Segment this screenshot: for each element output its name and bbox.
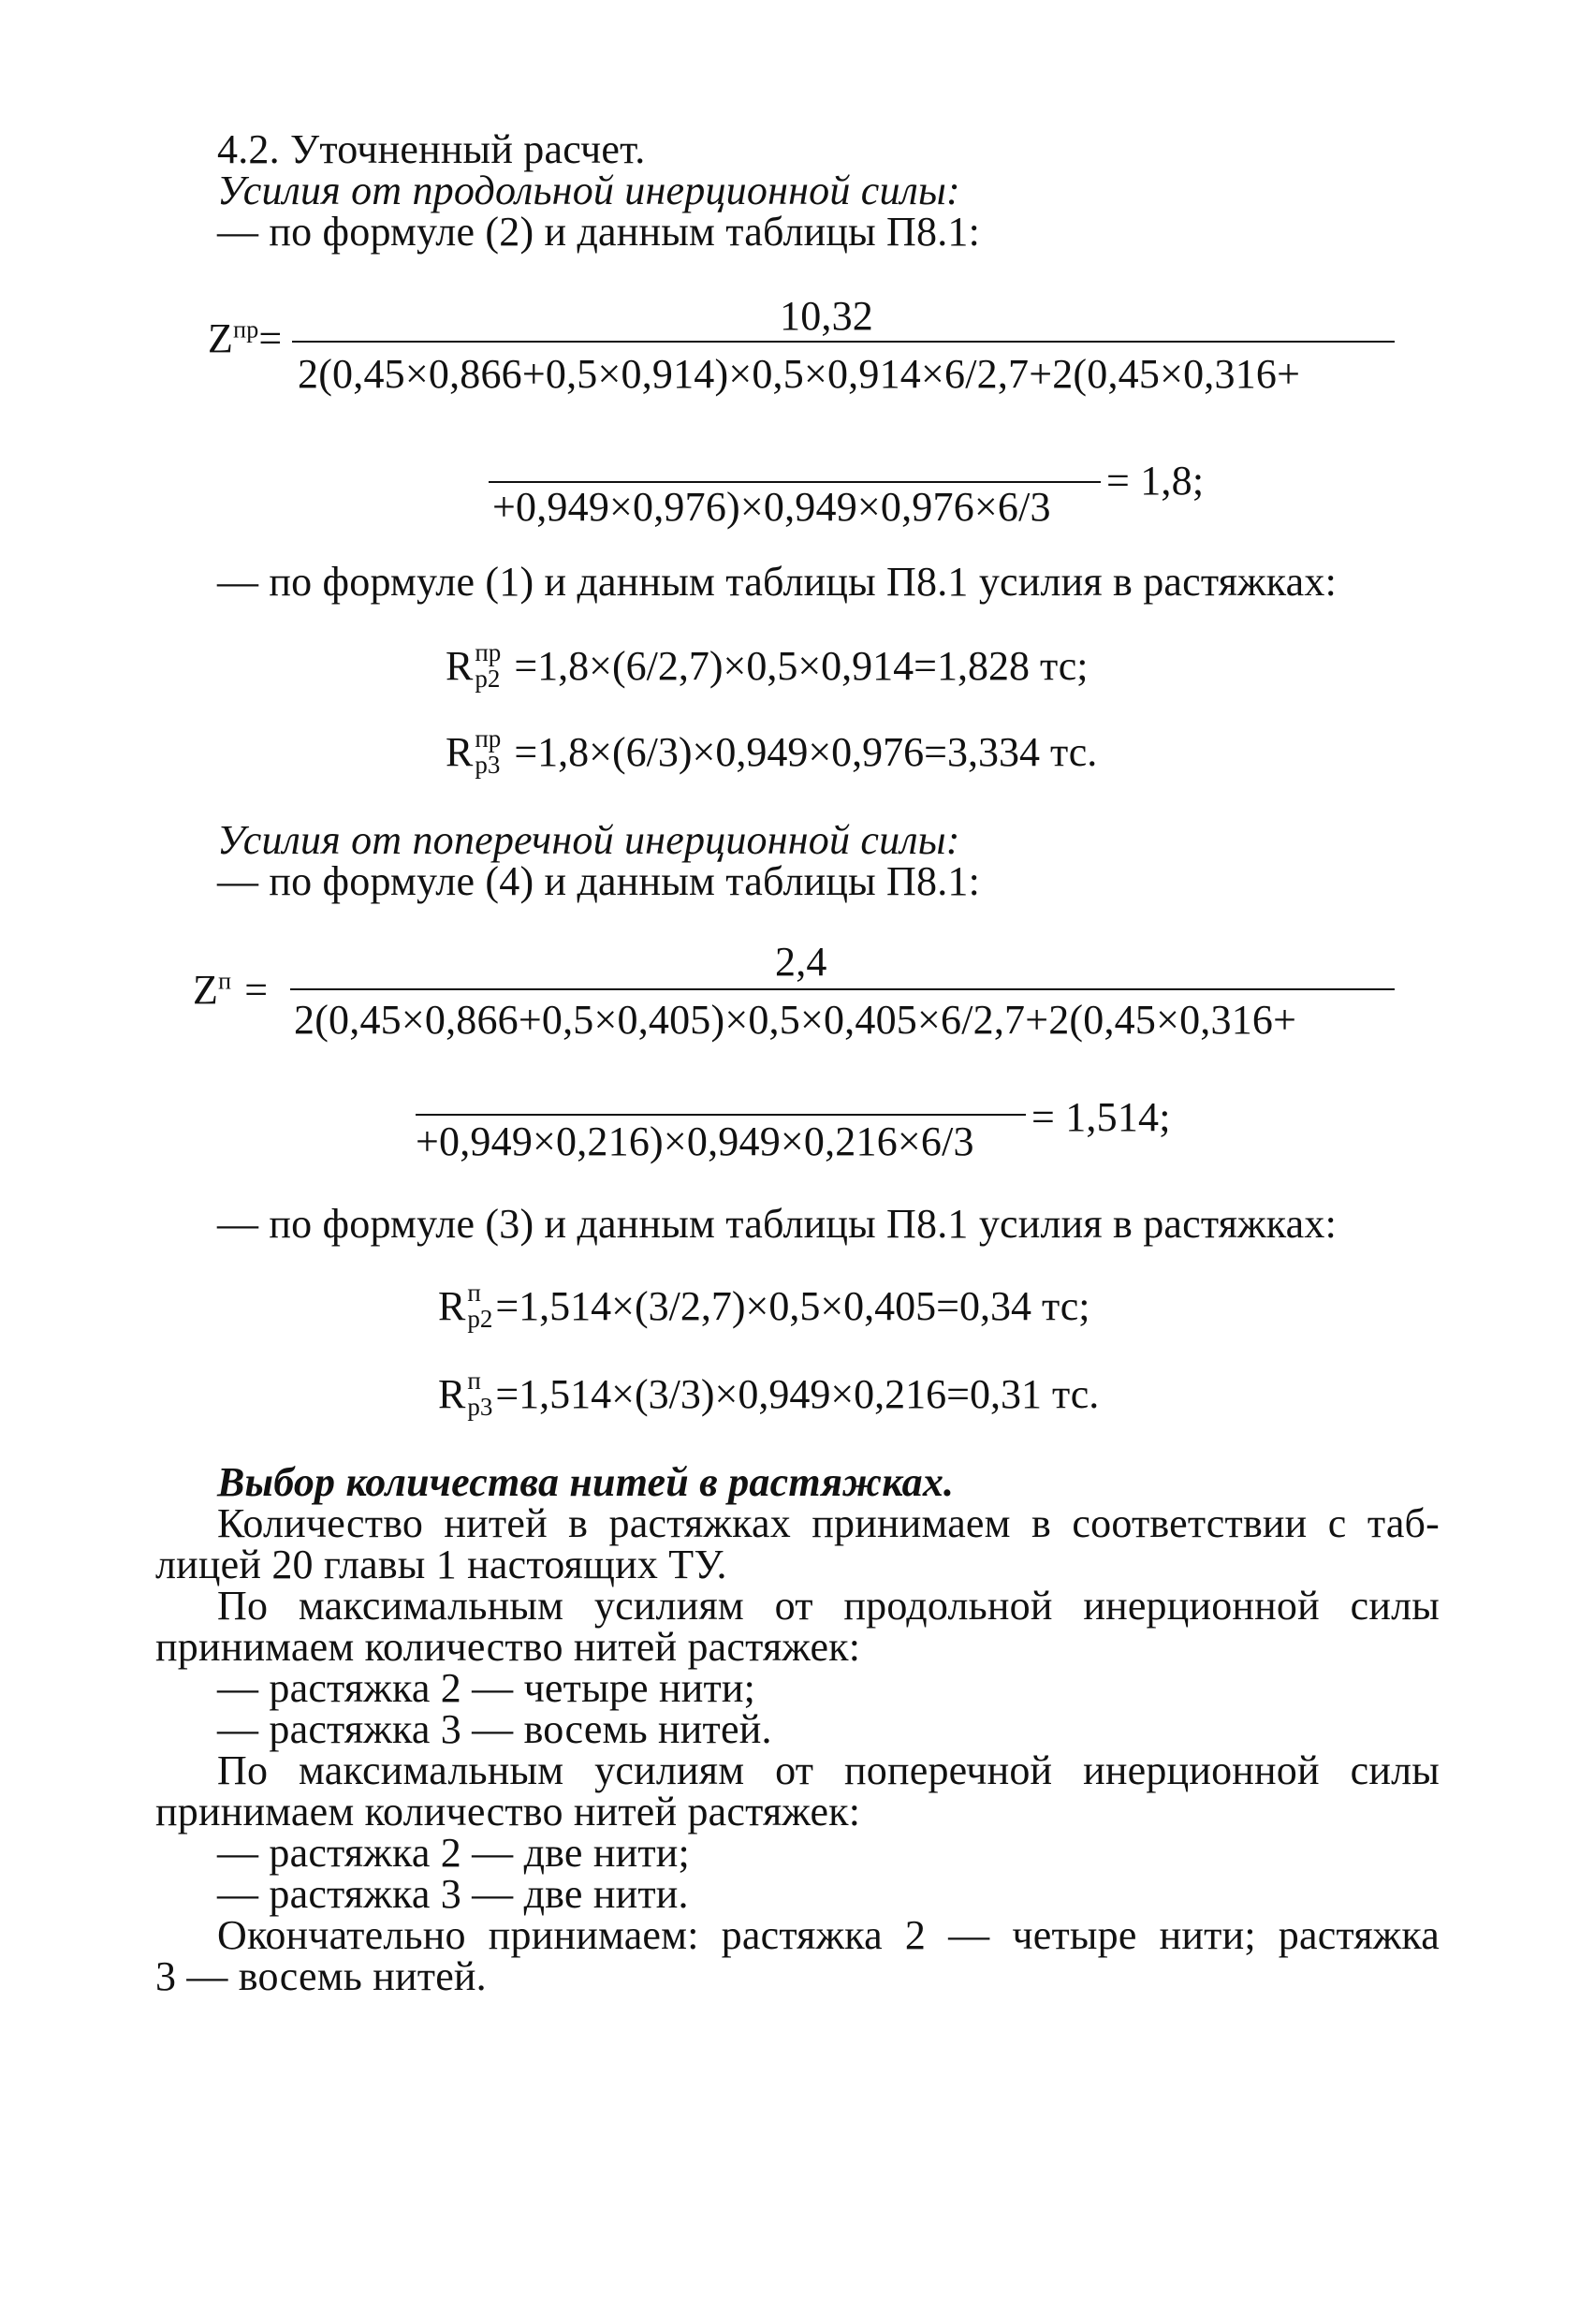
transverse-title: Усилия от поперечной инерционной силы: — [217, 817, 960, 863]
threads-paragraph1-line2: лицей 20 главы 1 настоящих ТУ. — [155, 1542, 727, 1587]
list-item: — растяжка 3 — две нити. — [217, 1871, 689, 1917]
fraction-bar — [290, 988, 1395, 990]
longitudinal-intro: — по формуле (2) и данным таблицы П8.1: — [217, 209, 981, 255]
fraction-bar-continuation — [489, 481, 1101, 483]
formula-r2-transverse: R п р2 =1,514×(3/2,7)×0,5×0,405=0,34 тс; — [438, 1279, 1090, 1333]
z-denominator-line2: +0,949×0,976)×0,949×0,976×6/3 — [492, 484, 1051, 530]
threads-title: Выбор количества нитей в растяжках. — [217, 1459, 955, 1505]
z-symbol: $Z^{пр}=$ — [208, 315, 283, 361]
threads-paragraph3-line2: принимаем количество нитей растяжек: — [155, 1789, 861, 1834]
formula-r2-longitudinal: R пр р2 =1,8×(6/2,7)×0,5×0,914=1,828 тс; — [446, 638, 1089, 693]
formula-r3-longitudinal: R пр р3 =1,8×(6/3)×0,949×0,976=3,334 тс. — [446, 724, 1098, 779]
threads-paragraph2-line2: принимаем количество нитей растяжек: — [155, 1624, 861, 1670]
threads-paragraph2-line1: По максимальным усилиям от продольной инерционной силы — [217, 1583, 1440, 1629]
z-numerator: 10,32 — [780, 293, 873, 339]
list-item: — растяжка 2 — две нити; — [217, 1830, 690, 1876]
z-symbol: $Z^п$ = — [193, 967, 269, 1013]
transverse-intro2: — по формуле (3) и данным таблицы П8.1 усилия в растяжках: — [217, 1201, 1338, 1247]
z-denominator-line1: 2(0,45×0,866+0,5×0,914)×0,5×0,914×6/2,7+2(0,45×0,316+ — [298, 351, 1301, 397]
threads-final-line2: 3 — восемь нитей. — [155, 1953, 487, 1999]
threads-final-line1: Окончательно принимаем: растяжка 2 — четыре нити; растяжка — [217, 1912, 1440, 1958]
fraction-bar-continuation — [416, 1114, 1026, 1116]
formula-r3-transverse: R п р3 =1,514×(3/3)×0,949×0,216=0,31 тс. — [438, 1367, 1100, 1421]
list-item: — растяжка 3 — восемь нитей. — [217, 1706, 772, 1752]
longitudinal-title: Усилия от продольной инерционной силы: — [217, 168, 960, 213]
z-denominator-line2: +0,949×0,216)×0,949×0,216×6/3 — [416, 1118, 974, 1164]
fraction-bar — [292, 341, 1395, 343]
transverse-intro: — по формуле (4) и данным таблицы П8.1: — [217, 858, 981, 904]
threads-paragraph1-line1: Количество нитей в растяжках принимаем в соответствии с таб- — [217, 1500, 1440, 1546]
z-denominator-line1: 2(0,45×0,866+0,5×0,405)×0,5×0,405×6/2,7+2(0,45×0,316+ — [294, 997, 1297, 1043]
list-item: — растяжка 2 — четыре нити; — [217, 1665, 756, 1711]
z-numerator: 2,4 — [775, 939, 827, 985]
longitudinal-intro2: — по формуле (1) и данным таблицы П8.1 усилия в растяжках: — [217, 559, 1338, 605]
threads-paragraph3-line1: По максимальным усилиям от поперечной инерционной силы — [217, 1747, 1440, 1793]
z-result: = 1,8; — [1106, 458, 1205, 504]
z-result: = 1,514; — [1031, 1094, 1171, 1140]
section-heading: 4.2. Уточненный расчет. — [217, 126, 646, 172]
